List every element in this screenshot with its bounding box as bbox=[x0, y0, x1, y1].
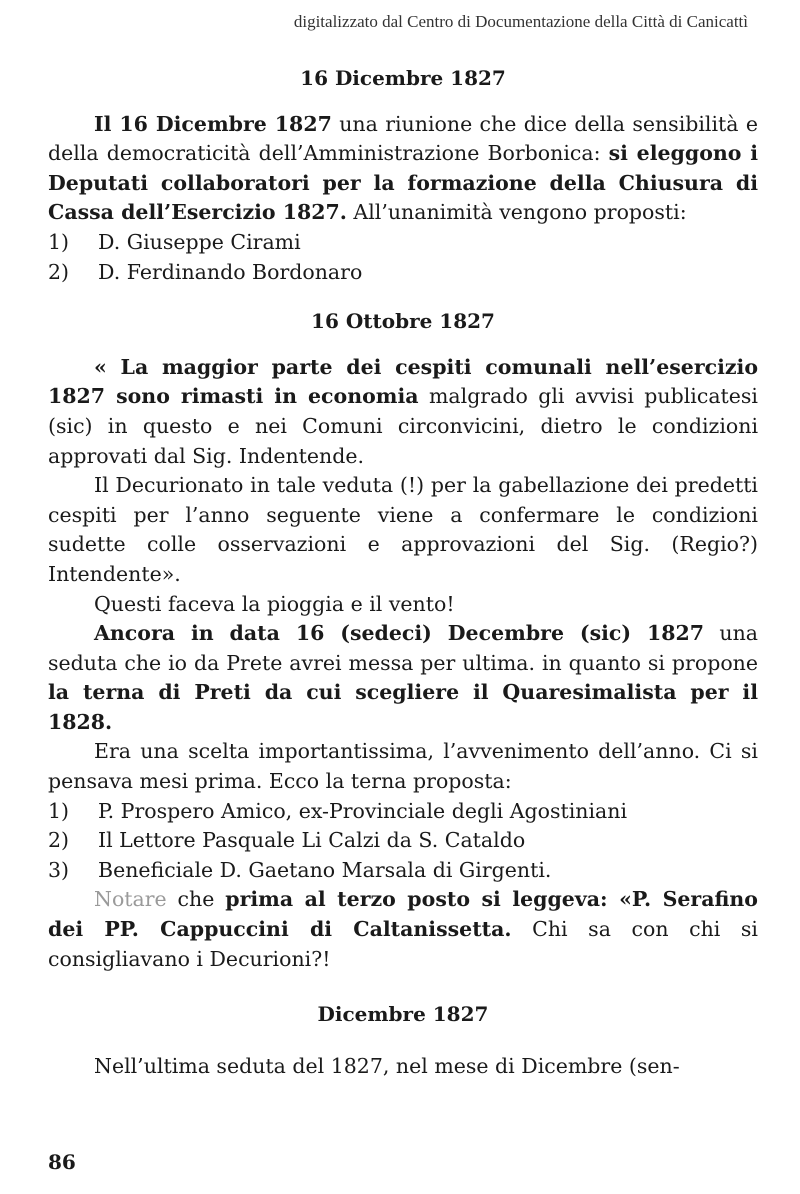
bold-text: la terna di Preti da cui scegliere il Quaresimalista per il 1828. bbox=[48, 680, 758, 734]
body-text: una riunione che dice della sensibilità e della democraticità dell’Amministrazione Borbonica: bbox=[48, 111, 758, 166]
terna-list bbox=[48, 797, 758, 886]
section-heading-16-dicembre-1827: 16 Dicembre 1827 bbox=[300, 66, 506, 90]
paragraph-decurionato: Il Decurionato in tale veduta (!) per la gabellazione dei predetti cespiti per l’anno seguente viene a confermare le condizioni sudette colle osservazioni e approvazioni del Sig. (Regio?) Intendente». bbox=[48, 473, 758, 586]
body-text: una seduta che io da Prete avrei messa per ultima. in quanto si propone bbox=[48, 621, 758, 675]
list-number: 3) bbox=[48, 857, 70, 882]
paragraph-deputati bbox=[48, 110, 758, 228]
list-item bbox=[48, 228, 758, 258]
list-number: 1) bbox=[48, 798, 70, 823]
bold-text: Ancora in data 16 (sedeci) Decembre (sic) 1827 bbox=[94, 621, 705, 646]
list-text: P. Prospero Amico, ex-Provinciale degli Agostiniani bbox=[98, 798, 628, 823]
faded-text: Notare bbox=[94, 887, 167, 912]
paragraph-cespiti bbox=[48, 353, 758, 471]
list-text: Beneficiale D. Gaetano Marsala di Girgenti. bbox=[98, 857, 552, 882]
body-text: malgrado gli avvisi publicatesi (sic) in questo e nei Comuni circonvicini, dietro le condizioni approvati dal Sig. Indentende. bbox=[48, 384, 758, 468]
paragraph-scelta: Era una scelta importantissima, l’avvenimento dell’anno. Ci si pensava mesi prima. Ecco la terna proposta: bbox=[48, 739, 758, 794]
list-item bbox=[48, 797, 758, 827]
list-number: 1) bbox=[48, 229, 70, 254]
digitization-watermark: digitalizzato dal Centro di Documentazione della Città di Canicattì bbox=[293, 12, 748, 31]
section-heading-16-ottobre-1827: 16 Ottobre 1827 bbox=[311, 309, 495, 334]
list-item bbox=[48, 856, 758, 886]
body-text: Chi sa con chi si consigliavano i Decurioni?! bbox=[48, 917, 758, 971]
list-text: Il Lettore Pasquale Li Calzi da S. Cataldo bbox=[98, 828, 526, 853]
page-number: 86 bbox=[48, 1150, 76, 1174]
paragraph-pioggia: Questi faceva la pioggia e il vento! bbox=[94, 591, 455, 616]
bold-text: Il 16 Dicembre 1827 bbox=[94, 111, 332, 136]
bold-text: prima al terzo posto si leggeva: «P. Serafino dei PP. Cappuccini di Caltanissetta. bbox=[48, 887, 758, 942]
bold-text: « La maggior parte dei cespiti comunali nell’esercizio 1827 sono rimasti in economia bbox=[48, 354, 758, 409]
paragraph-serafino bbox=[48, 885, 758, 974]
bold-text: si eleggono i Deputati collaboratori per la formazione della Chiusura di Cassa dell’Esercizio 1827. bbox=[48, 141, 758, 225]
deputati-list bbox=[48, 228, 758, 287]
list-item bbox=[48, 258, 758, 288]
list-item bbox=[48, 826, 758, 856]
body-text: All’unanimità vengono proposti: bbox=[346, 200, 687, 225]
paragraph-quaresimalista bbox=[48, 619, 758, 737]
list-number: 2) bbox=[48, 259, 70, 284]
list-text: D. Ferdinando Bordonaro bbox=[98, 259, 363, 284]
list-number: 2) bbox=[48, 828, 70, 853]
section-heading-dicembre-1827: Dicembre 1827 bbox=[317, 1002, 489, 1027]
paragraph-ultima-seduta: Nell’ultima seduta del 1827, nel mese di Dicembre (sen- bbox=[94, 1053, 680, 1078]
body-text: che bbox=[166, 887, 226, 912]
page-body bbox=[48, 64, 758, 1081]
list-text: D. Giuseppe Cirami bbox=[98, 229, 301, 254]
